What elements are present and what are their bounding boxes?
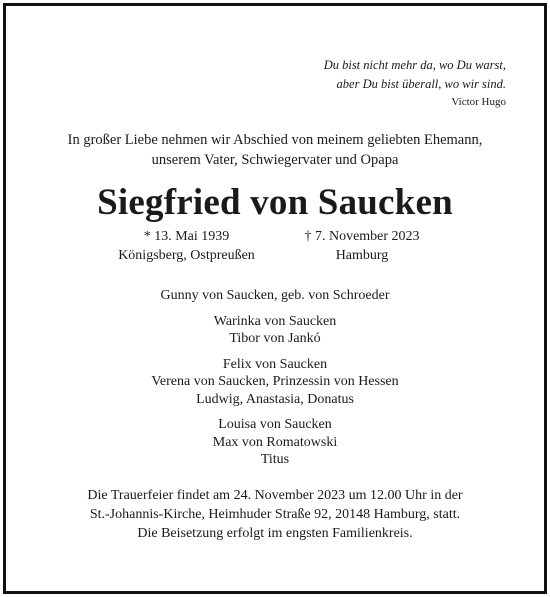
intro-line: unserem Vater, Schwiegervater und Opapa	[151, 152, 399, 168]
family-group	[0, 356, 550, 409]
birth-date: * 13. Mai 1939	[143, 229, 230, 244]
family-member: Ludwig, Anastasia, Donatus	[196, 391, 354, 407]
quote-line: aber Du bist überall, wo wir sind.	[336, 77, 506, 91]
family-list	[0, 287, 550, 477]
funeral-notice	[0, 486, 550, 543]
family-group-spouse	[0, 287, 550, 305]
family-member: Tibor von Jankó	[229, 331, 321, 346]
deceased-name: Siegfried von Saucken	[97, 182, 453, 223]
family-member: Titus	[260, 452, 290, 467]
quote-author: Victor Hugo	[451, 96, 506, 108]
epigraph-quote	[324, 56, 506, 110]
intro-text	[0, 130, 550, 170]
family-group	[0, 416, 550, 469]
birth-info	[104, 227, 269, 265]
funeral-line: St.-Johannis-Kirche, Heimhuder Straße 92, 20148 Hamburg, statt.	[89, 507, 461, 522]
family-group	[0, 313, 550, 348]
funeral-line: Die Trauerfeier findet am 24. November 2023 um 12.00 Uhr in der	[87, 488, 463, 503]
death-info	[287, 227, 437, 265]
birth-place: Königsberg, Ostpreußen	[118, 248, 255, 263]
family-member: Felix von Saucken	[222, 356, 328, 372]
quote-line: Du bist nicht mehr da, wo Du warst,	[323, 58, 506, 72]
family-member: Louisa von Saucken	[218, 417, 332, 432]
intro-line: In großer Liebe nehmen wir Abschied von meinem geliebten Ehemann,	[67, 132, 483, 148]
family-member: Max von Romatowski	[212, 434, 338, 450]
death-place: Hamburg	[335, 248, 389, 263]
death-date: † 7. November 2023	[304, 229, 420, 244]
family-member: Gunny von Saucken, geb. von Schroeder	[160, 288, 390, 303]
family-member: Verena von Saucken, Prinzessin von Hessen	[151, 374, 399, 389]
funeral-line: Die Beisetzung erfolgt im engsten Familienkreis.	[137, 526, 413, 541]
family-member: Warinka von Saucken	[213, 313, 337, 329]
